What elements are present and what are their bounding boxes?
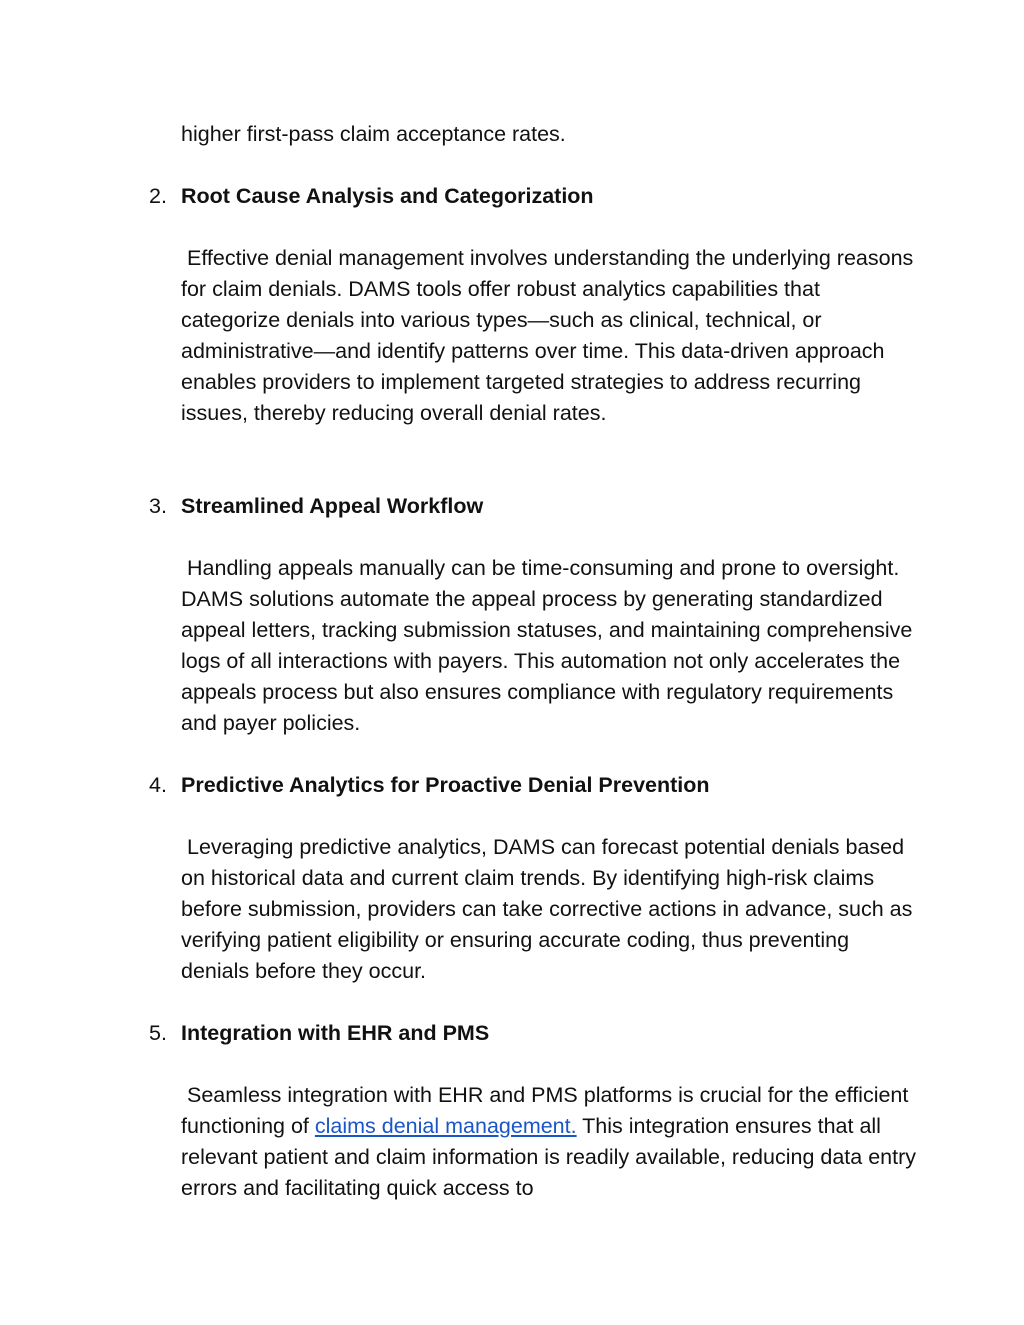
section-paragraph <box>181 1080 916 1204</box>
section-heading: Streamlined Appeal Workflow <box>181 494 484 518</box>
list-number: 5. <box>149 1021 167 1045</box>
section-paragraph: Leveraging predictive analytics, DAMS can forecast potential denials based on historical data and current claim trends. By identifying high-risk claims before submission, providers can take corrective actions in advance, such as verifying patient eligibility or ensuring accurate coding, thus preventing denials before they occur. <box>181 835 913 983</box>
list-number: 4. <box>149 773 167 797</box>
list-number: 2. <box>149 184 167 208</box>
list-number: 3. <box>149 494 167 518</box>
section-paragraph: Effective denial management involves understanding the underlying reasons for claim denials. DAMS tools offer robust analytics capabilities that categorize denials into various types—such as clinical, technical, or administrative—and identify patterns over time. This data-driven approach enables providers to implement targeted strategies to address recurring issues, thereby reducing overall denial rates. <box>181 246 914 425</box>
section-heading: Integration with EHR and PMS <box>181 1021 490 1045</box>
continuation-text: higher first-pass claim acceptance rates. <box>181 122 566 146</box>
paragraph-text-after-link: This integration ensures that all relevant patient and claim information is readily available, reducing data entry errors and facilitating quick access to <box>181 1114 916 1200</box>
section-heading: Root Cause Analysis and Categorization <box>181 184 594 208</box>
section-paragraph: Handling appeals manually can be time-consuming and prone to oversight. DAMS solutions automate the appeal process by generating standardized appeal letters, tracking submission statuses, and maintaining comprehensive logs of all interactions with payers. This automation not only accelerates the appeals process but also ensures compliance with regulatory requirements and payer policies. <box>181 556 913 735</box>
section-heading: Predictive Analytics for Proactive Denial Prevention <box>181 773 710 797</box>
paragraph-text-before-link: Seamless integration with EHR and PMS platforms is crucial for the efficient functioning of <box>181 1083 909 1138</box>
claims-denial-management-link[interactable]: claims denial management. <box>314 1114 577 1138</box>
